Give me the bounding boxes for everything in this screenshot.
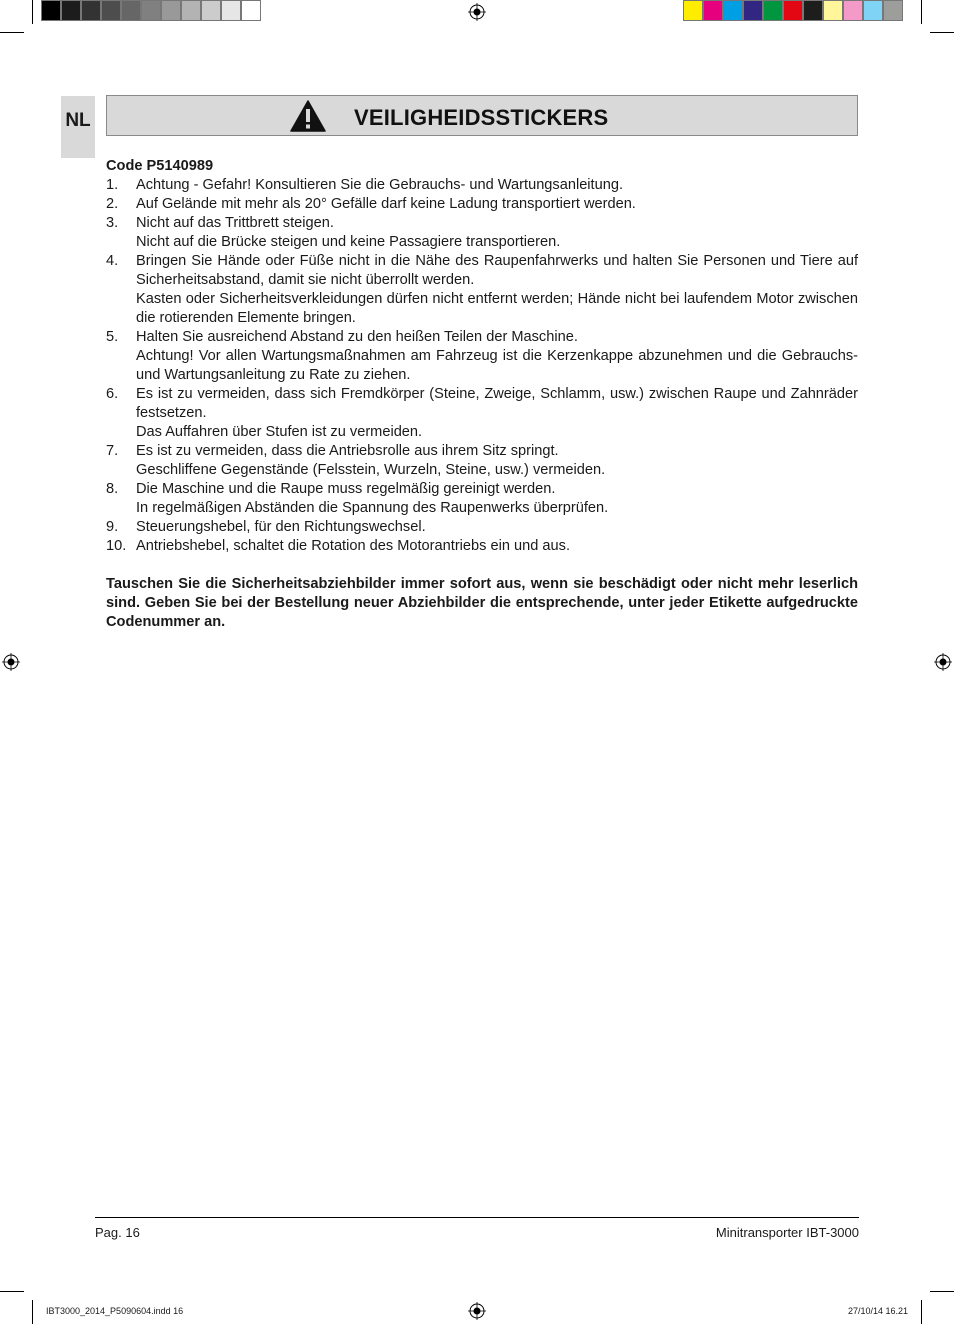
item-text: Halten Sie ausreichend Abstand zu den heißen Teilen der Maschine. xyxy=(136,329,578,345)
warning-icon xyxy=(290,100,326,132)
crop-mark xyxy=(0,1291,24,1292)
item-text: Auf Gelände mit mehr als 20° Gefälle darf keine Ladung transportiert werden. xyxy=(136,196,636,212)
item-text: Nicht auf das Trittbrett steigen. xyxy=(136,215,334,231)
color-swatch xyxy=(241,0,261,21)
item-text: Es ist zu vermeiden, dass die Antriebsrolle aus ihrem Sitz springt. xyxy=(136,443,559,459)
color-swatch xyxy=(843,0,863,21)
replacement-note: Tauschen Sie die Sicherheitsabziehbilder immer sofort aus, wenn sie beschädigt oder nicht mehr leserlich sind. Geben Sie bei der Bestellung neuer Abziehbilder die entsprechende, unter jeder Etikette aufgedruckte Codenummer an. xyxy=(106,576,858,630)
item-text: Geschliffene Gegenstände (Felsstein, Wurzeln, Steine, usw.) vermeiden. xyxy=(136,462,606,478)
crop-mark xyxy=(921,1300,922,1324)
color-swatch xyxy=(121,0,141,21)
crop-mark xyxy=(930,32,954,33)
color-swatch xyxy=(803,0,823,21)
language-tab: NL xyxy=(61,96,95,158)
page-number: Pag. 16 xyxy=(95,1225,140,1240)
color-swatch xyxy=(683,0,703,21)
list-item xyxy=(106,252,858,328)
item-text: Die Maschine und die Raupe muss regelmäßig gereinigt werden. xyxy=(136,481,556,497)
crop-mark xyxy=(930,1291,954,1292)
page-title: VEILIGHEIDSSTICKERS xyxy=(354,105,609,130)
color-swatch xyxy=(703,0,723,21)
color-swatch xyxy=(783,0,803,21)
item-number: 3. xyxy=(106,215,119,231)
file-slug: IBT3000_2014_P5090604.indd 16 xyxy=(46,1306,184,1316)
item-text: Achtung! Vor allen Wartungsmaßnahmen am Fahrzeug ist die Kerzenkappe abzunehmen und die Gebrauchs- und Wartungsanleitung zu Rate zu ziehen. xyxy=(136,348,858,383)
color-swatch xyxy=(181,0,201,21)
item-number: 7. xyxy=(106,443,119,459)
color-swatch xyxy=(81,0,101,21)
crop-mark xyxy=(921,0,922,24)
color-swatch xyxy=(61,0,81,21)
item-number: 4. xyxy=(106,253,119,269)
item-number: 6. xyxy=(106,386,119,402)
item-number: 10. xyxy=(106,538,127,554)
sticker-code: Code P5140989 xyxy=(106,158,214,174)
process-color-bar xyxy=(683,0,903,21)
color-swatch xyxy=(763,0,783,21)
color-swatch xyxy=(161,0,181,21)
color-swatch xyxy=(141,0,161,21)
color-swatch xyxy=(221,0,241,21)
list-item xyxy=(106,176,858,195)
item-number: 8. xyxy=(106,481,119,497)
crop-mark xyxy=(32,0,33,24)
safety-sticker-list xyxy=(106,157,858,632)
gray-color-bar xyxy=(41,0,261,21)
list-item xyxy=(106,537,858,556)
item-text: In regelmäßigen Abständen die Spannung des Raupenwerks überprüfen. xyxy=(136,500,609,516)
item-text: Es ist zu vermeiden, dass sich Fremdkörper (Steine, Zweige, Schlamm, usw.) zwischen Raupe und Zahnräder festsetzen. xyxy=(136,386,858,421)
crop-mark xyxy=(32,1300,33,1324)
item-text: Achtung - Gefahr! Konsultieren Sie die Gebrauchs- und Wartungsanleitung. xyxy=(136,177,624,193)
item-text: Das Auffahren über Stufen ist zu vermeiden. xyxy=(136,424,423,440)
list-item xyxy=(106,518,858,537)
color-swatch xyxy=(101,0,121,21)
color-swatch xyxy=(201,0,221,21)
footer-divider xyxy=(95,1217,859,1218)
product-name: Minitransporter IBT-3000 xyxy=(715,1225,859,1240)
color-swatch xyxy=(743,0,763,21)
item-text: Bringen Sie Hände oder Füße nicht in die Nähe des Raupenfahrwerks und halten Sie Personen und Tiere auf Sicherheitsabstand, damit sie nicht überrollt werden. xyxy=(136,253,858,288)
item-text: Antriebshebel, schaltet die Rotation des Motorantriebs ein und aus. xyxy=(136,538,571,554)
item-number: 5. xyxy=(106,329,119,345)
color-swatch xyxy=(723,0,743,21)
registration-mark-icon xyxy=(2,653,20,671)
list-item xyxy=(106,195,858,214)
registration-mark-icon xyxy=(468,3,486,21)
item-text: Kasten oder Sicherheitsverkleidungen dürfen nicht entfernt werden; Hände nicht bei laufendem Motor zwischen die rotierenden Elemente bringen. xyxy=(136,291,858,326)
sticker-items xyxy=(106,176,858,556)
list-item xyxy=(106,328,858,385)
section-header xyxy=(106,95,858,136)
item-text: Steuerungshebel, für den Richtungswechsel. xyxy=(136,519,426,535)
color-swatch xyxy=(863,0,883,21)
color-swatch xyxy=(883,0,903,21)
color-swatch xyxy=(823,0,843,21)
item-number: 1. xyxy=(106,177,119,193)
item-text: Nicht auf die Brücke steigen und keine Passagiere transportieren. xyxy=(136,234,561,250)
crop-mark xyxy=(0,32,24,33)
registration-mark-icon xyxy=(468,1302,486,1320)
list-item xyxy=(106,442,858,480)
item-number: 2. xyxy=(106,196,119,212)
list-item xyxy=(106,480,858,518)
list-item xyxy=(106,385,858,442)
item-number: 9. xyxy=(106,519,119,535)
registration-mark-icon xyxy=(934,653,952,671)
date-slug: 27/10/14 16.21 xyxy=(847,1306,908,1316)
list-item xyxy=(106,214,858,252)
color-swatch xyxy=(41,0,61,21)
